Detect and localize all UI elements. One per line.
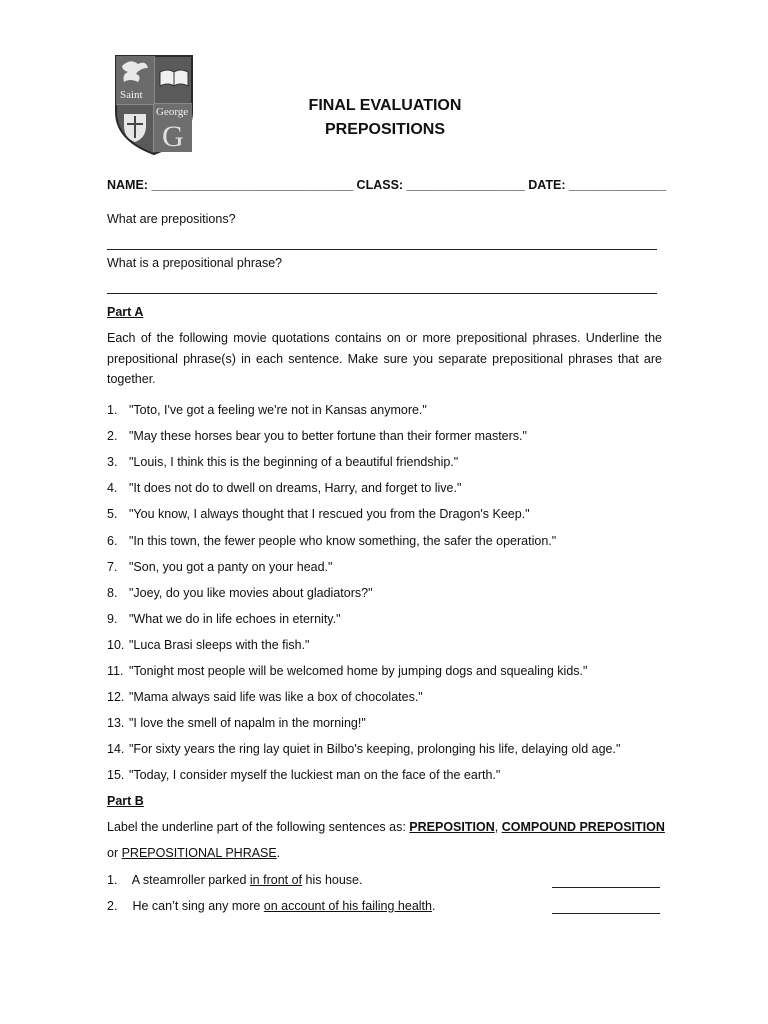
part-b-period: . xyxy=(276,846,281,860)
part-b-answer-line-1[interactable] xyxy=(552,887,660,888)
part-a-item xyxy=(107,455,458,469)
part-a-item-number: 15. xyxy=(107,768,125,783)
question-prepositions: What are prepositions? xyxy=(107,212,236,226)
part-a-item xyxy=(107,534,556,548)
name-label: NAME: xyxy=(107,178,148,192)
part-a-item-quote: "You know, I always thought that I rescued you from the Dragon's Keep." xyxy=(129,507,530,522)
date-field[interactable]: ______________ xyxy=(568,178,667,192)
part-a-item-quote: "Louis, I think this is the beginning of a beautiful friendship." xyxy=(129,455,459,470)
part-a-instructions: Each of the following movie quotations contains on or more prepositional phrases. Underline the prepositional phrase(s) in each sentence. Make sure you separate prepositional phrases that are together. xyxy=(107,331,662,386)
part-b-item-2 xyxy=(107,899,435,913)
part-b-item-after: his house. xyxy=(302,873,363,887)
title-line-1: FINAL EVALUATION xyxy=(308,97,462,114)
part-b-item-number: 1. xyxy=(107,873,118,887)
part-a-item-number: 14. xyxy=(107,742,125,757)
part-a-item-number: 5. xyxy=(107,507,118,522)
title-line-2: PREPOSITIONS xyxy=(324,121,446,138)
part-a-item xyxy=(107,481,461,495)
part-a-item-number: 13. xyxy=(107,716,125,731)
part-b-instructions-line-1 xyxy=(107,820,665,834)
part-a-item-quote: "Toto, I've got a feeling we're not in Kansas anymore." xyxy=(129,403,427,417)
part-a-item-number: 12. xyxy=(107,690,125,705)
part-b-or: or xyxy=(107,846,122,860)
part-a-item-quote: "Joey, do you like movies about gladiators?" xyxy=(129,585,373,600)
part-a-item-number: 1. xyxy=(107,403,118,417)
part-a-item-number: 8. xyxy=(107,585,118,600)
class-field[interactable]: _________________ xyxy=(406,178,525,192)
part-a-item xyxy=(107,560,332,574)
part-a-item xyxy=(107,742,620,756)
part-a-item-quote: "Today, I consider myself the luckiest man on the face of the earth." xyxy=(129,768,501,783)
header-fields xyxy=(107,178,666,192)
part-b-item-underlined: on account of his failing health xyxy=(263,899,432,913)
option-separator: , xyxy=(494,820,502,834)
part-b-instr-start: Label the underline part of the following sentences as: xyxy=(107,820,410,834)
part-a-item-number: 9. xyxy=(107,611,118,626)
part-a-item-number: 10. xyxy=(107,637,125,652)
part-a-heading: Part A xyxy=(107,305,144,319)
part-a-item xyxy=(107,716,366,730)
option-preposition: PREPOSITION xyxy=(409,820,495,834)
part-a-item-quote: "Luca Brasi sleeps with the fish." xyxy=(129,637,310,652)
crest-word-george: George xyxy=(156,106,189,118)
crest-letter-g: G xyxy=(162,120,184,153)
part-a-item-quote: "It does not do to dwell on dreams, Harry, and forget to live." xyxy=(129,481,462,496)
part-a-item-quote: "For sixty years the ring lay quiet in Bilbo's keeping, prolonging his life, delaying old age." xyxy=(129,742,621,757)
part-b-item-before: He can’t sing any more xyxy=(132,899,264,913)
part-a-item-number: 11. xyxy=(107,664,124,678)
part-b-item-before: A steamroller parked xyxy=(131,873,250,887)
part-b-instructions-line-2 xyxy=(107,846,280,860)
part-a-item xyxy=(107,664,587,678)
part-b-heading: Part B xyxy=(107,794,144,808)
part-a-item-number: 3. xyxy=(107,455,118,470)
part-a-item-quote: "Son, you got a panty on your head." xyxy=(129,559,333,574)
part-a-item-number: 2. xyxy=(107,429,118,444)
part-a-item xyxy=(107,586,373,600)
part-a-item xyxy=(107,638,310,652)
part-b-answer-line-2[interactable] xyxy=(552,913,660,914)
answer-line-prepositions[interactable] xyxy=(107,249,657,250)
part-a-item-quote: "Mama always said life was like a box of chocolates." xyxy=(129,690,423,705)
part-a-item-number: 7. xyxy=(107,559,118,574)
part-a-item-number: 6. xyxy=(107,533,118,548)
class-label: CLASS: xyxy=(356,178,404,192)
part-a-item xyxy=(107,429,527,443)
part-a-item xyxy=(107,690,423,704)
worksheet-title xyxy=(270,94,500,142)
part-b-item-underlined: in front of xyxy=(249,873,303,887)
crest-word-saint: Saint xyxy=(120,89,143,101)
date-label: DATE: xyxy=(528,178,566,192)
option-prepositional-phrase: PREPOSITIONAL PHRASE xyxy=(121,846,277,860)
part-a-item-quote: "May these horses bear you to better fortune than their former masters." xyxy=(129,429,527,444)
part-a-item-number: 4. xyxy=(107,481,118,496)
question-prepositional-phrase: What is a prepositional phrase? xyxy=(107,256,283,270)
part-b-item-after: . xyxy=(431,899,436,913)
answer-line-prepositional-phrase[interactable] xyxy=(107,293,657,294)
part-a-item-quote: "I love the smell of napalm in the morning!" xyxy=(129,716,366,731)
part-b-item-number: 2. xyxy=(107,899,118,913)
part-a-item-quote: "Tonight most people will be welcomed home by jumping dogs and squealing kids." xyxy=(129,664,588,678)
part-a-item xyxy=(107,403,427,417)
saint-george-crest-logo xyxy=(112,52,196,156)
name-field[interactable]: _____________________________ xyxy=(151,178,354,192)
part-b-item-1 xyxy=(107,873,363,887)
part-a-item xyxy=(107,507,530,521)
option-compound-preposition: COMPOUND PREPOSITION xyxy=(501,820,665,834)
part-a-item xyxy=(107,612,341,626)
part-a-item-quote: "In this town, the fewer people who know something, the safer the operation." xyxy=(129,533,557,548)
part-a-item xyxy=(107,768,500,782)
part-a-item-quote: "What we do in life echoes in eternity." xyxy=(129,611,341,626)
